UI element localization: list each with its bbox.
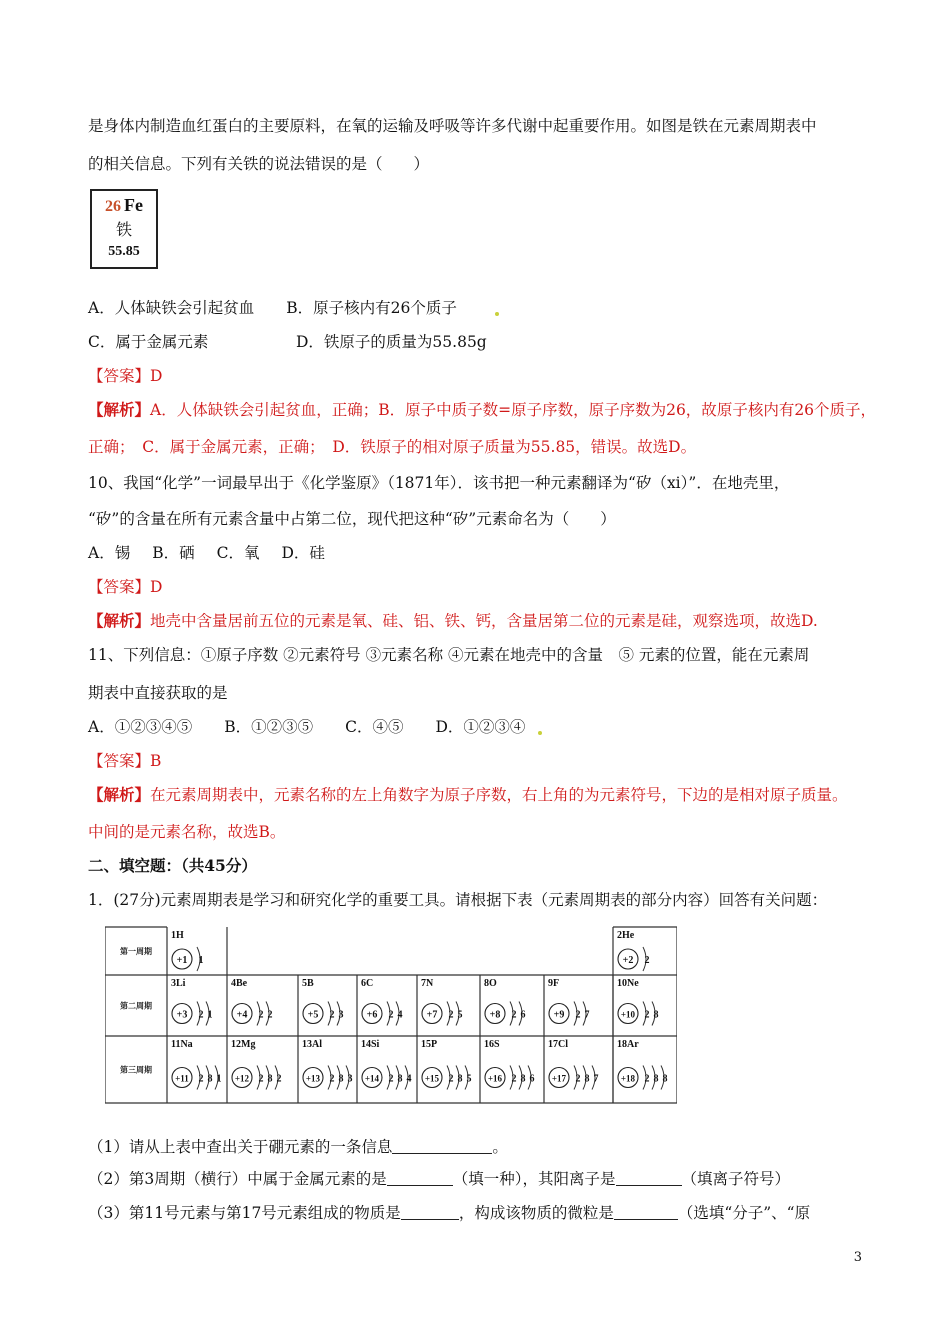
fe-symbol: Fe bbox=[124, 195, 143, 215]
element-label: 13Al bbox=[302, 1039, 322, 1050]
electron-count: 2 bbox=[644, 1009, 650, 1021]
q11-analysis-line2: 中间的是元素名称，故选B。 bbox=[88, 823, 286, 841]
section2-q1-stem: 1．(27分)元素周期表是学习和研究化学的重要工具。请根据下表（元素周期表的部分内容）回答有关问题： bbox=[88, 891, 828, 909]
analysis-text: 在元素周期表中，元素名称的左上角数字为原子序数，右上角的为元素符号，下边的是相对原子质量。 bbox=[150, 786, 848, 804]
nucleus-charge: +7 bbox=[426, 1009, 438, 1021]
electron-count: 2 bbox=[388, 1073, 394, 1085]
stray-mark bbox=[495, 312, 499, 316]
electron-count: 2 bbox=[258, 1009, 264, 1021]
element-label: 9F bbox=[548, 978, 560, 989]
period-label: 第一周期 bbox=[120, 947, 152, 956]
element-label: 17Cl bbox=[548, 1039, 568, 1050]
nucleus-charge: +18 bbox=[620, 1073, 636, 1084]
answer-blank[interactable] bbox=[401, 1205, 459, 1220]
electron-count: 2 bbox=[511, 1073, 517, 1085]
q9-options-ab bbox=[88, 298, 457, 318]
answer-tag: 【答案】 bbox=[88, 367, 151, 385]
q9-stem-line1: 是身体内制造血红蛋白的主要原料，在氧的运输及呼吸等许多代谢中起重要作用。如图是铁在元素周期表中 bbox=[88, 117, 817, 135]
analysis-text: A．人体缺铁会引起贫血，正确；B．原子中质子数=原子序数，原子序数为26，故原子核内有26个质子， bbox=[150, 401, 877, 419]
electron-count: 2 bbox=[448, 1009, 454, 1021]
electron-count: 6 bbox=[529, 1073, 535, 1085]
sub2-text-b: （填一种），其阳离子是 bbox=[452, 1170, 616, 1188]
q10-option-d: D．硅 bbox=[281, 544, 325, 562]
electron-count: 2 bbox=[644, 1073, 650, 1085]
nucleus-charge: +13 bbox=[305, 1073, 321, 1084]
electron-count: 2 bbox=[258, 1073, 264, 1085]
q10-option-c: C．氧 bbox=[216, 544, 260, 562]
electron-count: 2 bbox=[388, 1009, 394, 1021]
answer-value: D bbox=[150, 367, 163, 385]
electron-count: 2 bbox=[267, 1009, 273, 1021]
fe-mass: 55.85 bbox=[108, 244, 140, 259]
electron-count: 2 bbox=[198, 1009, 204, 1021]
electron-count: 8 bbox=[653, 1009, 659, 1021]
sub3-text-b: ，构成该物质的微粒是 bbox=[458, 1204, 614, 1222]
q9-analysis-line2: 正确； C．属于金属元素，正确； D．铁原子的相对原子质量为55.85，错误。故选D。 bbox=[88, 438, 697, 456]
electron-count: 2 bbox=[575, 1073, 581, 1085]
q9-analysis-line1 bbox=[88, 400, 876, 420]
electron-count: 2 bbox=[448, 1073, 454, 1085]
electron-count: 8 bbox=[520, 1073, 526, 1085]
electron-count: 2 bbox=[329, 1009, 335, 1021]
element-label: 5B bbox=[302, 978, 314, 989]
electron-count: 8 bbox=[457, 1073, 463, 1085]
electron-count: 8 bbox=[207, 1073, 213, 1085]
electron-count: 2 bbox=[575, 1009, 581, 1021]
electron-count: 1 bbox=[207, 1009, 213, 1021]
answer-blank[interactable] bbox=[392, 1139, 492, 1154]
periodic-table-grid bbox=[105, 925, 677, 1105]
sub2-text-c: （填离子符号） bbox=[681, 1170, 791, 1188]
iron-element-card bbox=[90, 189, 158, 269]
q9-option-a: A．人体缺铁会引起贫血 bbox=[88, 299, 255, 317]
q11-options bbox=[88, 717, 525, 737]
element-label: 16S bbox=[484, 1039, 500, 1050]
element-label: 6C bbox=[361, 978, 374, 989]
electron-count: 4 bbox=[406, 1073, 412, 1085]
element-label: 1H bbox=[171, 930, 184, 941]
electron-count: 2 bbox=[644, 955, 650, 966]
nucleus-charge: +14 bbox=[364, 1073, 380, 1084]
q11-option-c: C．④⑤ bbox=[345, 718, 404, 736]
electron-count: 2 bbox=[198, 1073, 204, 1085]
electron-count: 5 bbox=[457, 1009, 463, 1021]
answer-blank[interactable] bbox=[387, 1171, 453, 1186]
analysis-text: 地壳中含量居前五位的元素是氧、硅、铝、铁、钙，含量居第二位的元素是硅，观察选项，故选D. bbox=[150, 612, 818, 630]
section2-title: 二、填空题：（共45分） bbox=[88, 856, 257, 875]
sub-question-2 bbox=[88, 1169, 790, 1189]
q10-options bbox=[88, 543, 325, 563]
answer-value: B bbox=[150, 752, 162, 770]
electron-count: 8 bbox=[267, 1073, 273, 1085]
electron-count: 7 bbox=[593, 1073, 599, 1085]
analysis-tag: 【解析】 bbox=[88, 400, 151, 419]
sub1-end: 。 bbox=[492, 1138, 508, 1156]
electron-count: 7 bbox=[584, 1009, 590, 1021]
q11-option-b: B．①②③⑤ bbox=[224, 718, 314, 736]
electron-count: 8 bbox=[584, 1073, 590, 1085]
q11-analysis-line1 bbox=[88, 785, 848, 805]
element-label: 3Li bbox=[171, 978, 186, 989]
element-label: 8O bbox=[484, 978, 497, 989]
q10-answer bbox=[88, 577, 162, 597]
electron-count: 8 bbox=[662, 1073, 668, 1085]
electron-count: 2 bbox=[329, 1073, 335, 1085]
sub1-text: （1）请从上表中查出关于硼元素的一条信息 bbox=[88, 1138, 393, 1156]
q9-stem-line2: 的相关信息。下列有关铁的说法错误的是（ ） bbox=[88, 155, 430, 173]
nucleus-charge: +15 bbox=[424, 1073, 440, 1084]
nucleus-charge: +10 bbox=[620, 1009, 636, 1020]
analysis-tag: 【解析】 bbox=[88, 611, 151, 630]
element-label: 12Mg bbox=[231, 1039, 256, 1050]
element-label: 11Na bbox=[171, 1039, 193, 1050]
element-label: 10Ne bbox=[617, 978, 639, 989]
element-label: 4Be bbox=[231, 978, 248, 989]
q10-option-a: A．锡 bbox=[88, 544, 131, 562]
sub2-text: （2）第3周期（横行）中属于金属元素的是 bbox=[88, 1170, 387, 1188]
sub3-text-c: （选填“分子”、“原 bbox=[677, 1204, 811, 1222]
element-label: 2He bbox=[617, 930, 635, 941]
sub3-text: （3）第11号元素与第17号元素组成的物质是 bbox=[88, 1204, 401, 1222]
answer-tag: 【答案】 bbox=[88, 752, 151, 770]
element-label: 14Si bbox=[361, 1039, 380, 1050]
sub-question-1 bbox=[88, 1137, 508, 1157]
answer-blank[interactable] bbox=[616, 1171, 682, 1186]
nucleus-charge: +1 bbox=[176, 955, 188, 966]
q9-option-c: C．属于金属元素 bbox=[88, 333, 209, 351]
q9-option-d: D．铁原子的质量为55.85g bbox=[296, 333, 487, 351]
electron-count: 8 bbox=[653, 1073, 659, 1085]
nucleus-charge: +6 bbox=[366, 1009, 378, 1021]
nucleus-charge: +9 bbox=[553, 1009, 565, 1021]
q10-stem-line1: 10、我国“化学”一词最早出于《化学鉴原》（1871年）．该书把一种元素翻译为“矽（xi）”．在地壳里， bbox=[88, 474, 790, 492]
period-label: 第二周期 bbox=[120, 1001, 152, 1011]
nucleus-charge: +16 bbox=[487, 1073, 503, 1084]
electron-count: 1 bbox=[216, 1073, 222, 1085]
nucleus-charge: +17 bbox=[551, 1073, 567, 1084]
electron-count: 8 bbox=[397, 1073, 403, 1085]
analysis-tag: 【解析】 bbox=[88, 785, 151, 804]
electron-count: 2 bbox=[276, 1073, 282, 1085]
electron-count: 2 bbox=[511, 1009, 517, 1021]
element-label: 15P bbox=[421, 1039, 438, 1050]
page-number: 3 bbox=[853, 1250, 862, 1265]
nucleus-charge: +4 bbox=[236, 1009, 248, 1021]
stray-mark bbox=[538, 731, 542, 735]
q11-stem-line2: 期表中直接获取的是 bbox=[88, 684, 228, 702]
electron-count: 8 bbox=[338, 1073, 344, 1085]
sub-question-3 bbox=[88, 1203, 810, 1223]
q11-answer bbox=[88, 751, 161, 771]
electron-count: 3 bbox=[347, 1073, 353, 1085]
nucleus-charge: +8 bbox=[489, 1009, 501, 1021]
fe-atomic-number: 26 bbox=[105, 198, 121, 215]
electron-count: 3 bbox=[338, 1009, 344, 1021]
electron-count: 4 bbox=[397, 1009, 403, 1021]
electron-count: 6 bbox=[520, 1009, 526, 1021]
nucleus-charge: +2 bbox=[622, 955, 634, 966]
q10-stem-line2: “矽”的含量在所有元素含量中占第二位，现代把这种“矽”元素命名为（ ） bbox=[88, 510, 616, 528]
q11-option-d: D．①②③④ bbox=[435, 718, 526, 736]
q10-option-b: B．硒 bbox=[152, 544, 195, 562]
q10-analysis bbox=[88, 611, 818, 631]
element-label: 18Ar bbox=[617, 1039, 639, 1050]
answer-blank[interactable] bbox=[614, 1205, 678, 1220]
periodic-table bbox=[105, 925, 677, 1105]
q9-option-b: B．原子核内有26个质子 bbox=[286, 299, 457, 317]
answer-tag: 【答案】 bbox=[88, 578, 151, 596]
period-label: 第三周期 bbox=[120, 1065, 152, 1075]
element-label: 7N bbox=[421, 978, 434, 989]
electron-count: 1 bbox=[198, 955, 204, 966]
q9-options-cd bbox=[88, 332, 487, 352]
answer-value: D bbox=[150, 578, 163, 596]
q9-answer bbox=[88, 366, 162, 386]
nucleus-charge: +12 bbox=[234, 1073, 250, 1084]
fe-name: 铁 bbox=[115, 222, 132, 239]
q11-stem-line1: 11、下列信息：①原子序数 ②元素符号 ③元素名称 ④元素在地壳中的含量 ⑤ 元素的位置，能在元素周 bbox=[88, 646, 810, 664]
q11-option-a: A．①②③④⑤ bbox=[88, 718, 193, 736]
electron-count: 5 bbox=[466, 1073, 472, 1085]
nucleus-charge: +5 bbox=[307, 1009, 319, 1021]
nucleus-charge: +3 bbox=[176, 1009, 188, 1021]
nucleus-charge: +11 bbox=[175, 1073, 189, 1084]
